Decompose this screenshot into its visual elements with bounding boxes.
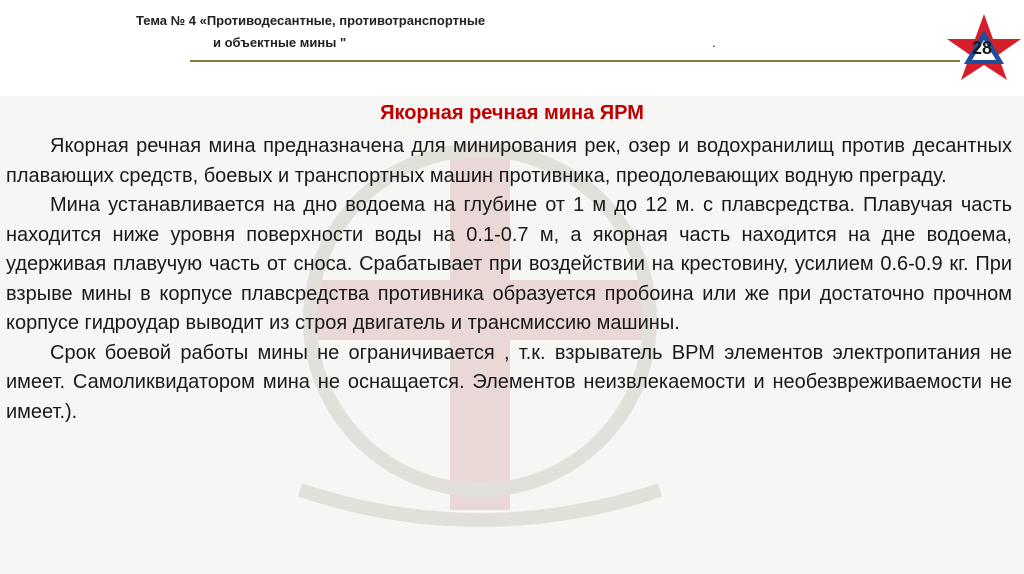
slide-title: Якорная речная мина ЯРМ <box>380 102 644 124</box>
header-divider <box>190 60 960 62</box>
paragraph-purpose: Якорная речная мина предназначена для минирования рек, озер и водохранилищ против десантных плавающих средств, боевых и транспортных машин противника, преодолевающих водную преграду. <box>6 135 1012 187</box>
header-dot: . <box>712 35 716 50</box>
header-topic-line2: и объектные мины " <box>213 35 347 50</box>
header-topic-line1: Тема № 4 «Противодесантные, противотранспортные <box>136 13 486 28</box>
paragraph-service-life: Срок боевой работы мины не ограничивается , т.к. взрыватель ВРМ элементов электропитания не имеет. Самоликвидатором мина не оснащается. Элементов неизвлекаемости и необезвреживаемости не имеет.). <box>6 341 1012 423</box>
paragraph-installation: Мина устанавливается на дно водоема на глубине от 1 м до 12 м. с плавсредства. Плавучая часть находится ниже уровня поверхности воды на 0.1-0.7 м, а якорная часть находится на дне водоема, удерживая плавучую часть от сноса. Срабатывает при воздействии на крестовину, усилием 0.6-0.9 кг. При взрыве мины в корпусе плавсредства противника образуется пробоина или же при достаточно прочном корпусе гидроудар выводит из строя двигатель и трансмиссию машины. <box>6 194 1012 334</box>
slide-number: 28 <box>971 38 993 58</box>
slide-body <box>6 132 1012 427</box>
